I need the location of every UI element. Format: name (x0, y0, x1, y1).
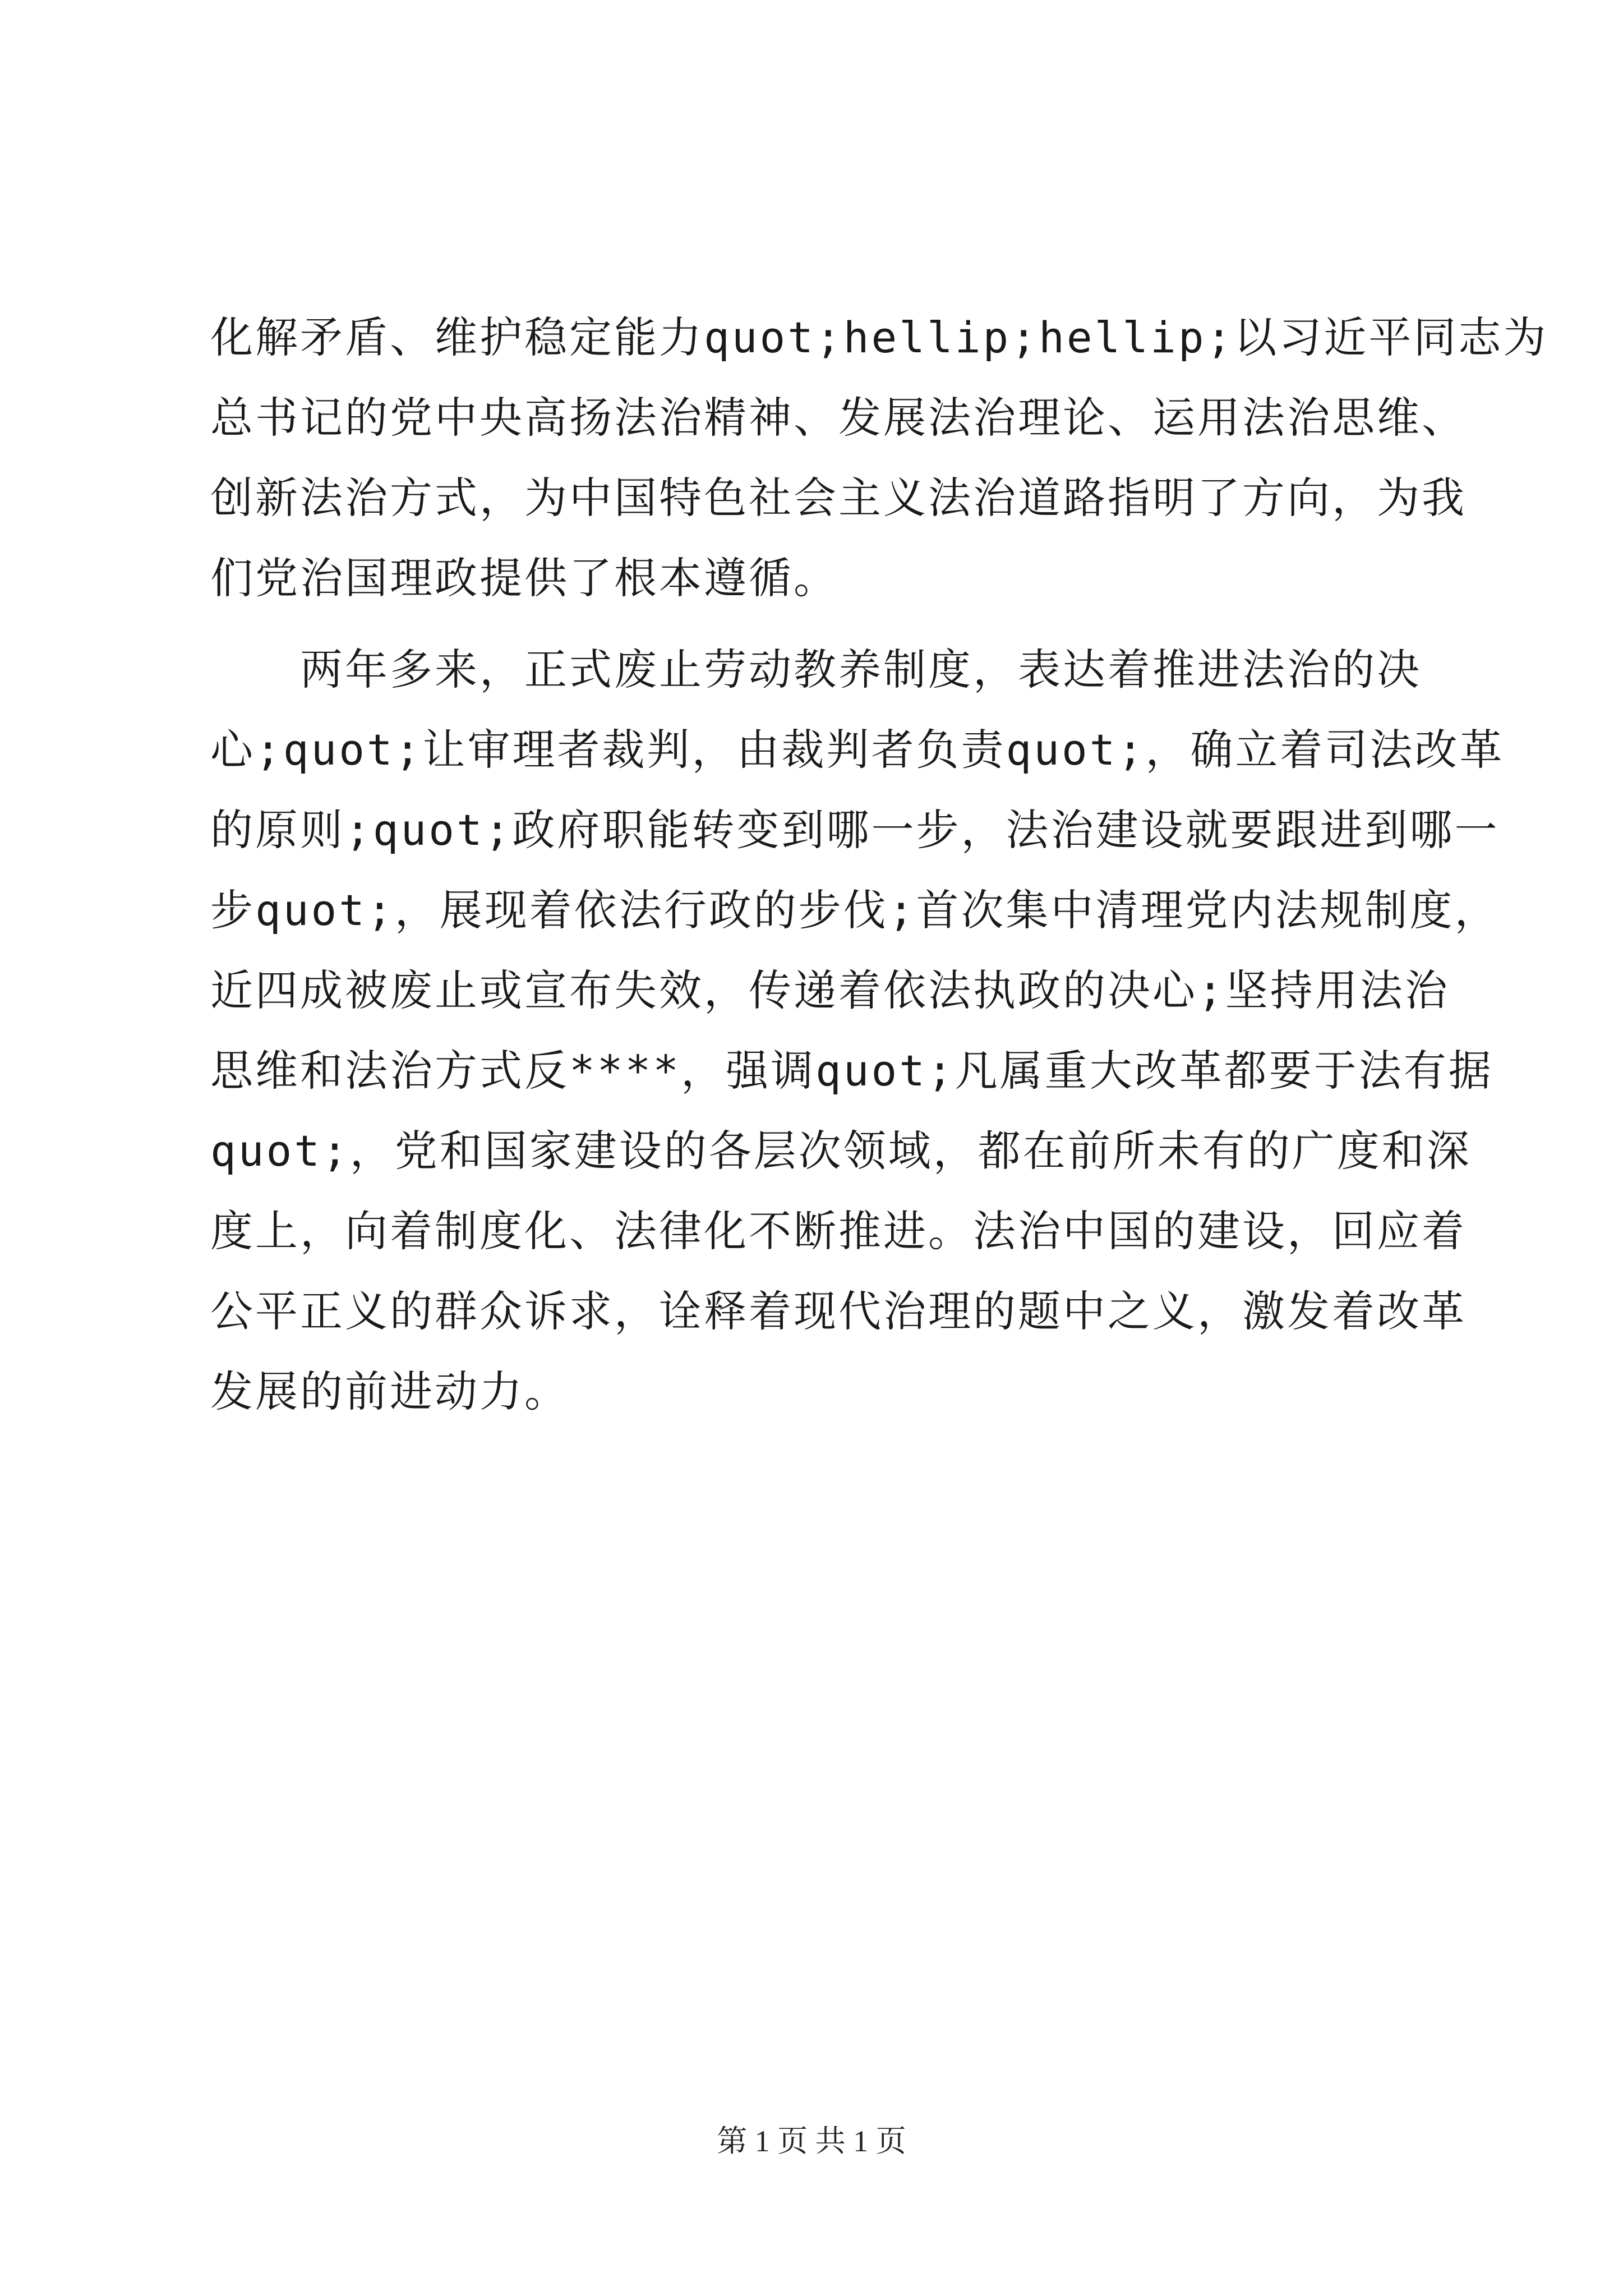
text-line: 总书记的党中央高扬法治精神、发展法治理论、运用法治思维、 (210, 393, 1467, 443)
text-line: 发展的前进动力。 (210, 1366, 569, 1416)
text-line: 心;quot;让审理者裁判，由裁判者负责quot;，确立着司法改革 (210, 725, 1505, 775)
paragraph-2 (210, 629, 1505, 1432)
paragraph-1 (210, 297, 1548, 618)
text-line: 步quot;，展现着依法行政的步伐;首次集中清理党内法规制度， (210, 885, 1500, 935)
document-body (210, 297, 1548, 1432)
text-line: 度上，向着制度化、法律化不断推进。法治中国的建设，回应着 (210, 1206, 1467, 1256)
page-footer (0, 2117, 1623, 2160)
paragraph-spacer (210, 618, 1424, 629)
text-line: 近四成被废止或宣布失效，传递着依法执政的决心;坚持用法治 (210, 965, 1450, 1015)
text-line: 们党治国理政提供了根本遵循。 (210, 553, 838, 603)
text-line: quot;，党和国家建设的各层次领域，都在前所未有的广度和深 (210, 1126, 1472, 1176)
text-line: 公平正义的群众诉求，诠释着现代治理的题中之义，激发着改革 (210, 1286, 1467, 1336)
text-line: 两年多来，正式废止劳动教养制度，表达着推进法治的决 (210, 645, 1422, 694)
text-line: 思维和法治方式反****，强调quot;凡属重大改革都要于法有据 (210, 1046, 1493, 1096)
text-line: 的原则;quot;政府职能转变到哪一步，法治建设就要跟进到哪一 (210, 805, 1500, 855)
page-number: 第 1 页 共 1 页 (717, 2124, 906, 2158)
text-line: 创新法治方式，为中国特色社会主义法治道路指明了方向，为我 (210, 473, 1467, 523)
text-line: 化解矛盾、维护稳定能力quot;hellip;hellip;以习近平同志为 (210, 312, 1548, 362)
